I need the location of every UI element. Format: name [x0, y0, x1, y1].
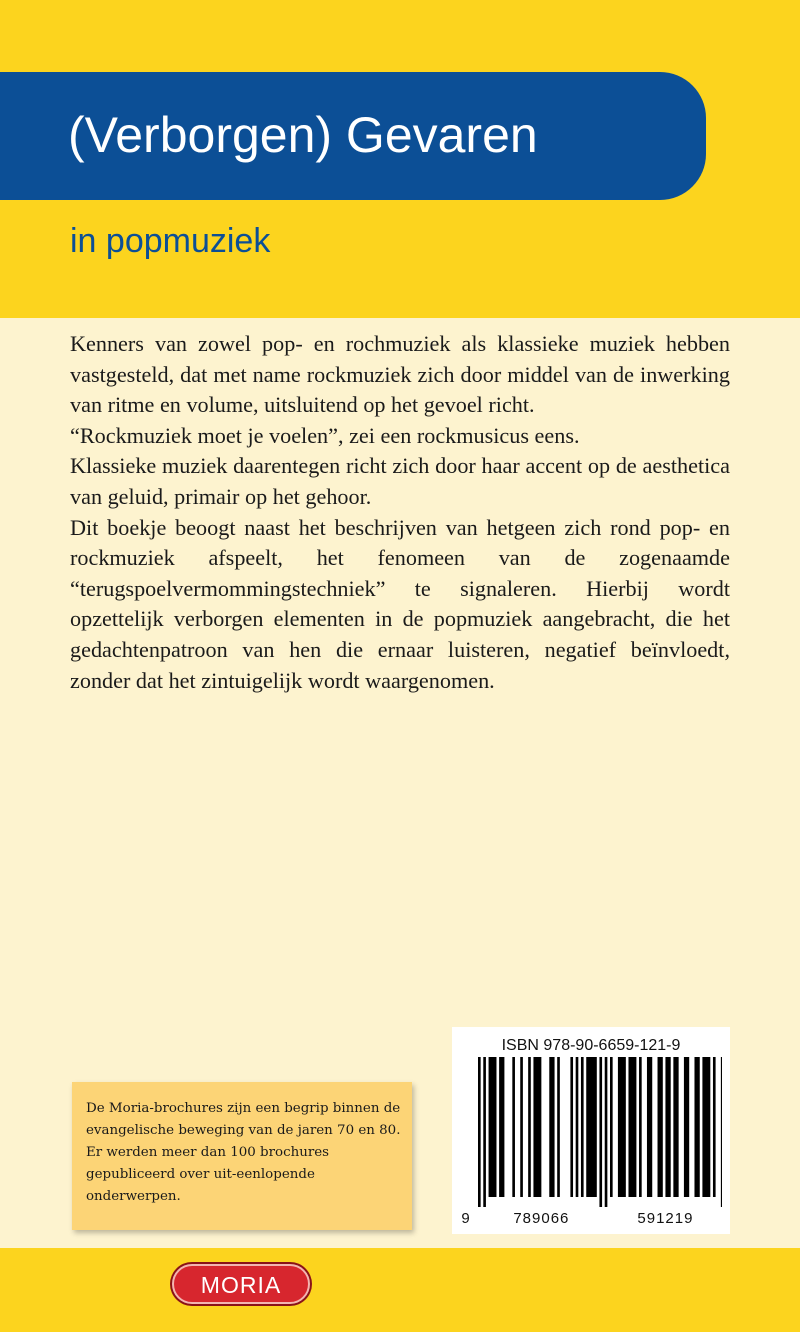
barcode-bar-24: [684, 1057, 689, 1197]
barcode-bar-0: [478, 1057, 481, 1207]
barcode-panel: [452, 1027, 730, 1234]
isbn-barcode: [460, 1057, 722, 1229]
barcode-bar-22: [665, 1057, 670, 1197]
barcode-bar-5: [520, 1057, 523, 1197]
barcode-bar-21: [658, 1057, 663, 1197]
barcode-bar-15: [605, 1057, 608, 1207]
paragraph-2: “Rockmuziek moet je voelen”, zei een rockmusicus eens.: [70, 422, 580, 448]
book-title: (Verborgen) Gevaren: [68, 107, 538, 163]
barcode-bar-25: [694, 1057, 699, 1197]
barcode-bar-7: [533, 1057, 541, 1197]
series-info-text: De Moria-brochures zijn een begrip binnen de evangelische beweging van de jaren 70 en 80. Er werden meer dan 100 brochures gepubliceerd over uit-eenlopende onderwerpen.: [86, 1101, 401, 1204]
barcode-bar-3: [499, 1057, 504, 1197]
barcode-bar-12: [581, 1057, 584, 1197]
back-cover-text: [70, 329, 730, 696]
barcode-bar-13: [586, 1057, 597, 1197]
barcode-bar-19: [639, 1057, 642, 1197]
barcode-left-digits: 789066: [513, 1210, 570, 1227]
moria-logo: [172, 1264, 310, 1304]
barcode-first-digit: 9: [461, 1210, 471, 1227]
barcode-bar-2: [489, 1057, 497, 1197]
series-info-box: [72, 1082, 412, 1230]
isbn-label: ISBN 978-90-6659-121-9: [501, 1037, 681, 1054]
barcode-bar-11: [576, 1057, 579, 1197]
barcode-bar-16: [610, 1057, 613, 1197]
bottom-band: [0, 1248, 800, 1332]
barcode-bar-6: [528, 1057, 531, 1197]
moria-logo-text: MORIA: [200, 1272, 282, 1298]
paragraph-1: Kenners van zowel pop- en rochmuziek als klassieke muziek hebben vastgesteld, dat met name rockmuziek zich door middel van de inwerking van ritme en volume, uitsluitend op het gevoel richt.: [70, 331, 730, 418]
book-subtitle: in popmuziek: [70, 222, 271, 260]
barcode-bar-10: [570, 1057, 573, 1197]
barcode-bar-14: [599, 1057, 602, 1207]
barcode-bar-1: [483, 1057, 486, 1207]
barcode-right-digits: 591219: [637, 1210, 694, 1227]
barcode-bar-23: [673, 1057, 678, 1197]
barcode-bar-17: [618, 1057, 626, 1197]
barcode-bar-8: [549, 1057, 554, 1197]
barcode-bar-27: [713, 1057, 716, 1197]
paragraph-4: Dit boekje beoogt naast het beschrijven van hetgeen zich rond pop- en rockmuziek afspeelt, het fenomeen van de zogenaamde “terugspoelvermommingstechniek” te signaleren. Hierbij wordt opzettelijk verborgen elementen in de popmuziek aangebracht, die het gedachtenpatroon van hen die ernaar luisteren, negatief beïnvloedt, zonder dat het zintuigelijk wordt waargenomen.: [70, 514, 730, 693]
barcode-bar-18: [628, 1057, 636, 1197]
barcode-bar-9: [557, 1057, 560, 1197]
barcode-bar-20: [647, 1057, 652, 1197]
barcode-bar-28: [721, 1057, 722, 1207]
barcode-bar-26: [702, 1057, 710, 1197]
barcode-bar-4: [512, 1057, 515, 1197]
paragraph-3: Klassieke muziek daarentegen richt zich door haar accent op de aesthetica van geluid, primair op het gehoor.: [70, 453, 730, 509]
